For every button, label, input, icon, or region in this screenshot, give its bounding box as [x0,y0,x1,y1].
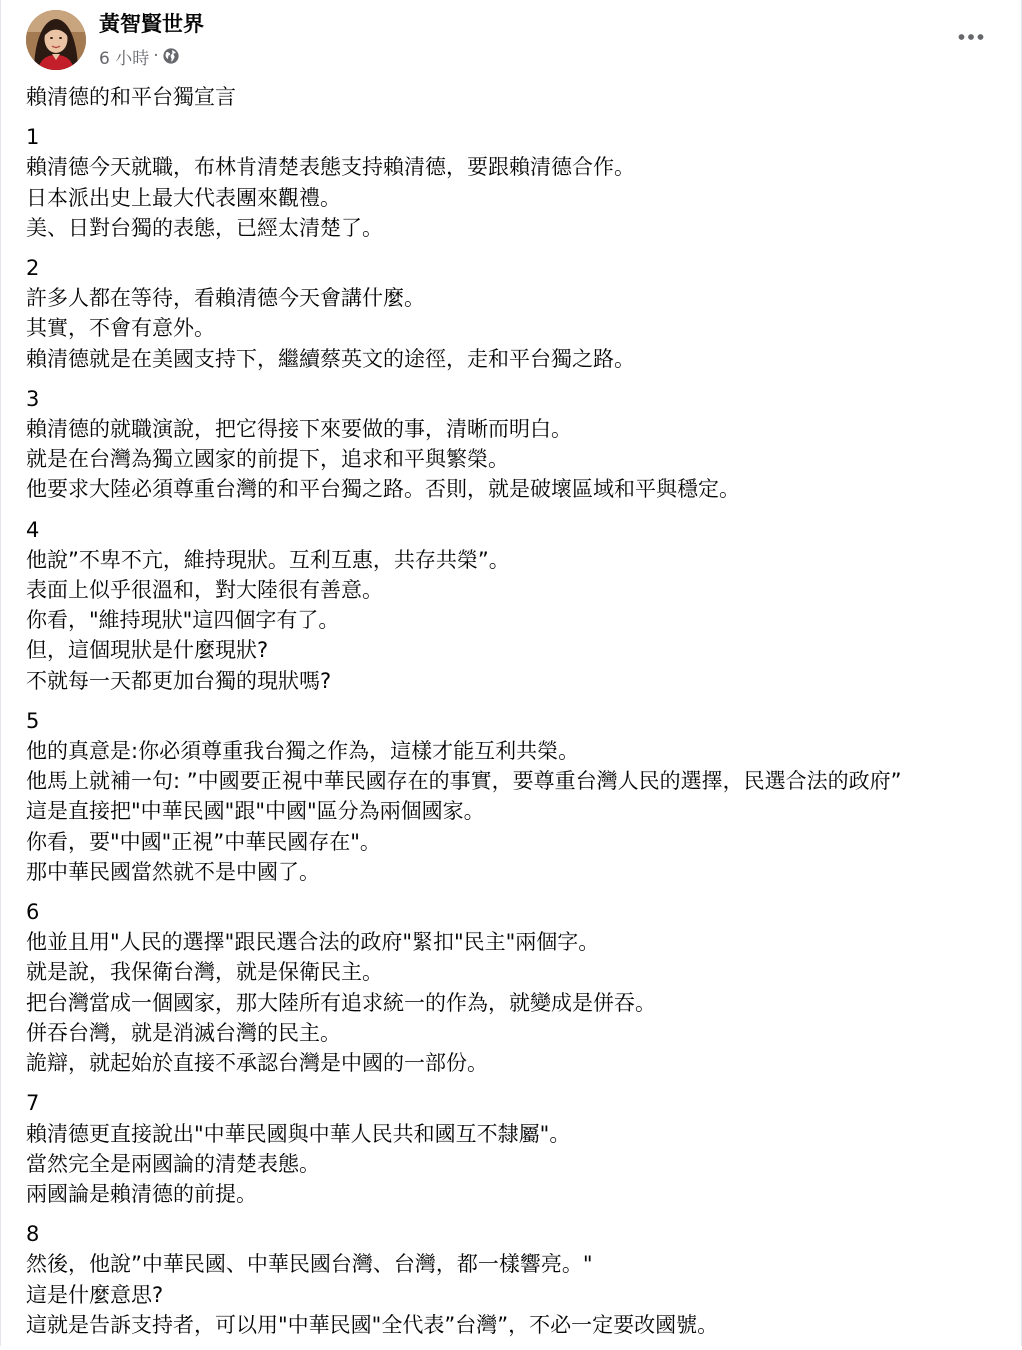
section-line: 詭辯，就起始於直接不承認台灣是中國的一部份。 [26,1051,488,1076]
section-line: 賴清德的就職演說，把它得接下來要做的事，清晰而明白。 [26,417,572,442]
section-number: 6 [26,900,40,925]
section-line: 他並且用"人民的選擇"跟民選合法的政府"緊扣"民主"兩個字。 [26,930,600,955]
section-line: 兩國論是賴清德的前提。 [26,1181,257,1206]
post-section [26,122,1001,243]
section-line: 賴清德就是在美國支持下，繼續蔡英文的途徑，走和平台獨之路。 [26,346,635,371]
section-line: 美、日對台獨的表態，已經太清楚了。 [26,215,383,240]
section-number: 5 [26,708,40,733]
section-number: 8 [26,1222,40,1247]
section-line: 然後，他說”中華民國、中華民國台灣、台灣，都一樣響亮。" [26,1252,593,1277]
section-line: 但，這個現狀是什麼現狀? [26,638,269,663]
post-body [26,82,1001,1350]
section-line: 許多人都在等待，看賴清德今天會講什麼。 [26,286,425,311]
section-line: 這是什麼意思? [26,1282,164,1307]
section-line: 你看，要"中國"正視”中華民國存在"。 [26,829,381,854]
section-number: 4 [26,517,40,542]
post-section [26,1219,1001,1340]
section-line: 把台灣當成一個國家，那大陸所有追求統一的作為，就變成是併吞。 [26,990,656,1015]
section-number: 3 [26,386,40,411]
post-section [26,253,1001,374]
more-dots-icon [958,33,984,41]
section-line: 他的真意是:你必須尊重我台獨之作為，這樣才能互利共榮。 [26,739,580,764]
section-line: 那中華民國當然就不是中國了。 [26,859,320,884]
section-line: 當然完全是兩國論的清楚表態。 [26,1151,320,1176]
section-line: 賴清德更直接說出"中華民國與中華人民共和國互不隸屬"。 [26,1121,571,1146]
section-line: 併吞台灣，就是消滅台灣的民主。 [26,1020,341,1045]
post-timestamp[interactable]: 6 小時 [99,48,150,69]
post-section [26,384,1001,505]
section-line: 不就每一天都更加台獨的現狀嗎? [26,668,332,693]
section-line: 這是直接把"中華民國"跟"中國"區分為兩個國家。 [26,799,485,824]
section-line: 就是在台灣為獨立國家的前提下，追求和平與繁榮。 [26,447,509,472]
author-name[interactable]: 黃智賢世界 [99,12,204,36]
post-section [26,706,1001,887]
meta-separator: · [153,46,159,66]
post-meta [99,43,180,69]
avatar-portrait-icon [26,10,86,70]
section-number: 1 [26,125,40,150]
author-avatar[interactable] [26,10,86,70]
section-line: 其實，不會有意外。 [26,316,215,341]
post-section [26,1088,1001,1209]
section-line: 日本派出史上最大代表團來觀禮。 [26,185,341,210]
section-number: 2 [26,256,40,281]
post-sections [26,122,1001,1340]
section-line: 表面上似乎很溫和，對大陸很有善意。 [26,578,383,603]
post-section [26,897,1001,1078]
section-line: 這就是告訴支持者，可以用"中華民國"全代表”台灣”，不必一定要改國號。 [26,1312,719,1337]
section-line: 就是說，我保衛台灣，就是保衛民主。 [26,960,383,985]
post-title: 賴清德的和平台獨宣言 [26,85,236,109]
section-line: 他要求大陸必須尊重台灣的和平台獨之路。否則，就是破壞區域和平與穩定。 [26,477,740,502]
post-section [26,515,1001,696]
section-line: 你看，"維持現狀"這四個字有了。 [26,608,340,633]
section-line: 他馬上就補一句: ”中國要正視中華民國存在的事實，要尊重台灣人民的選擇，民選合法的政府” [26,769,902,794]
globe-icon[interactable] [162,47,180,65]
more-options-button[interactable] [947,20,995,54]
section-line: 他說”不卑不亢，維持現狀。互利互惠，共存共榮”。 [26,547,510,572]
post-header [1,0,1022,80]
section-number: 7 [26,1091,40,1116]
section-line: 賴清德今天就職，布林肯清楚表態支持賴清德，要跟賴清德合作。 [26,155,635,180]
